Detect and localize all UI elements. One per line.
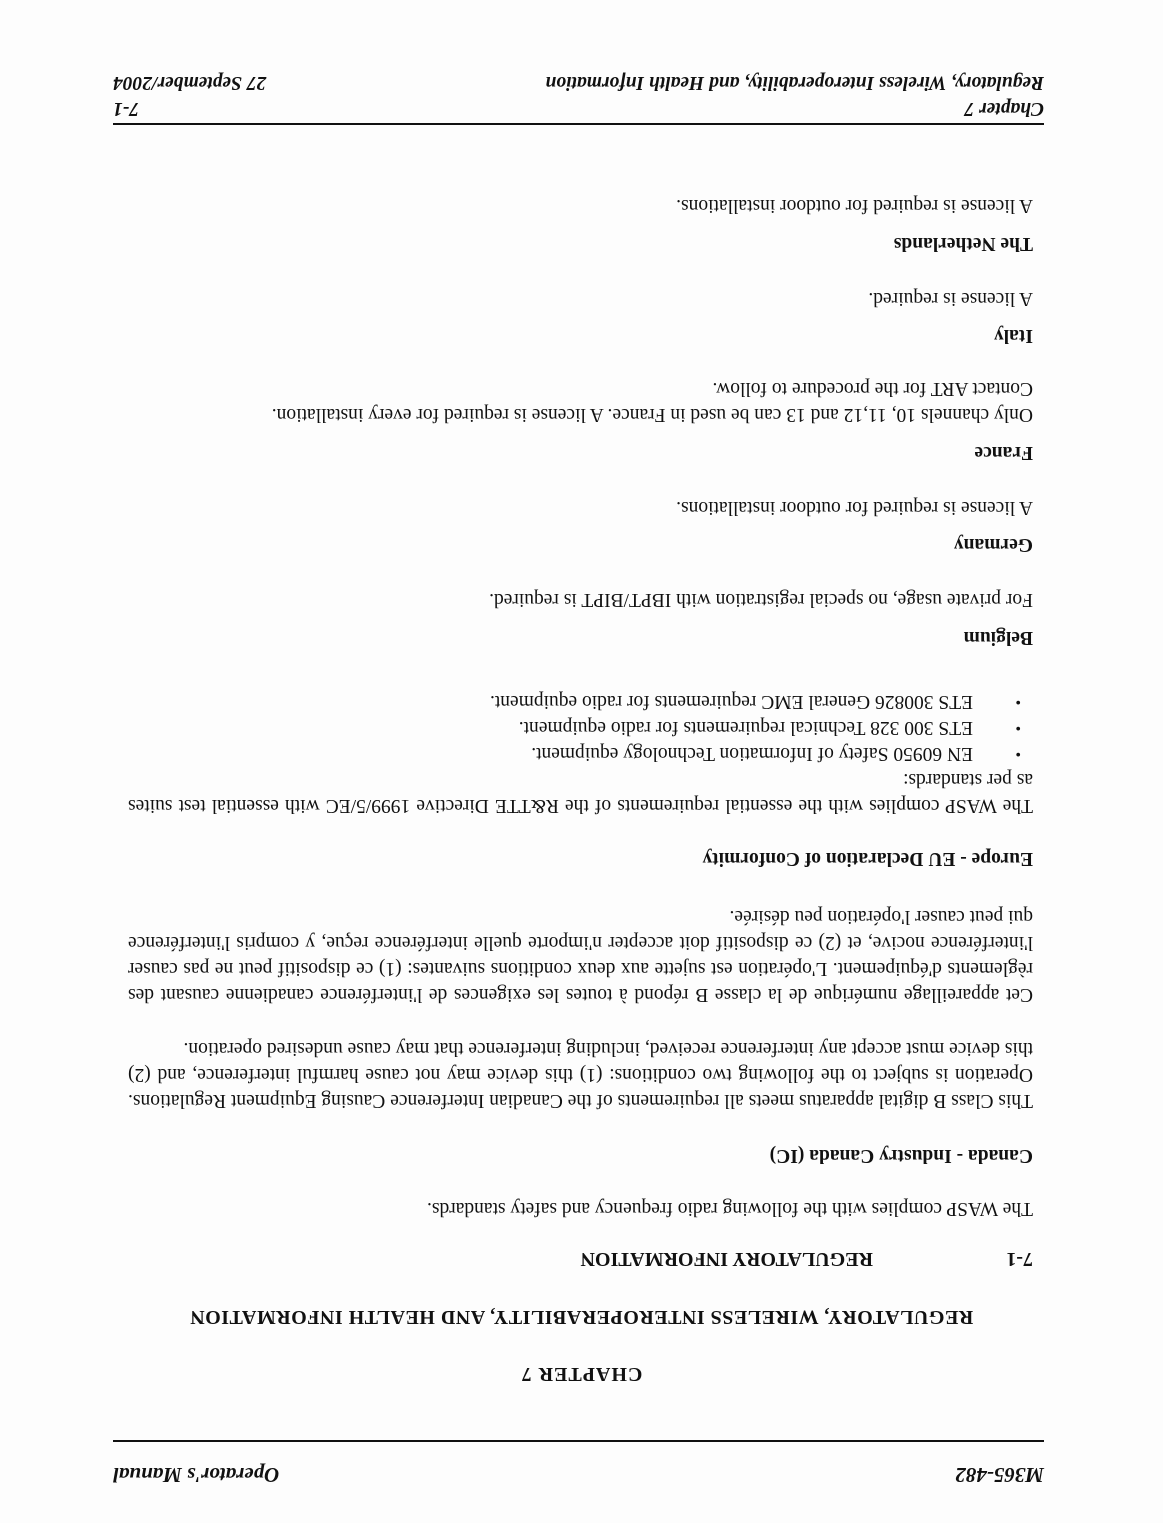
manual-title: Operator's Manual [113,1463,280,1487]
netherlands-text: A license is required for outdoor installations. [676,195,1033,216]
france-heading: France [974,442,1033,463]
section-heading [581,1247,1033,1270]
doc-id: M365-482 [955,1463,1044,1487]
canada-heading: Canada - Industry Canada (IC) [769,1145,1033,1166]
netherlands-heading: The Netherlands [893,233,1033,254]
europe-heading: Europe - EU Declaration of Conformity [702,848,1033,869]
list-item: • ETS 300826 General EMC requirements for radio equipment. [128,688,973,714]
germany-text: A license is required for outdoor installations. [676,497,1033,518]
germany-heading: Germany [953,534,1033,555]
belgium-text: For private usage, no special registration with IBPT/BIPT is required. [489,589,1033,610]
canada-french-text: Cet appareillage numérique de la classe B répond à toutes les exigences de l'interférence canadienne causant des règlements d'équipement. L'opération est sujette aux deux conditions suivantes: (1) ce dispositif peut ne pas causer l'interférence nocive, et (2) ce dispositif doit accepter n'importe quelle interférence reçue, y compris l'interférence qui peut causer l'opération peu désirée. [128,906,1033,1005]
europe-text: The WASP complies with the essential requirements of the R&TTE Directive 1999/5/EC with essential test suites as per standards: [128,769,1033,816]
page-header [113,1440,1044,1503]
footer-chapter: Chapter 7 [964,98,1044,119]
france-text-1: Only channels 10, 11,12 and 13 can be used in France. A license is required for every installation. [271,404,1033,425]
europe-standards-list [128,688,1033,766]
belgium-heading: Belgium [963,627,1033,648]
list-item: • EN 60950 Safety of Information Technology equipment. [128,740,973,766]
section-title: REGULATORY INFORMATION [580,1248,873,1270]
canada-english-text: This Class B digital apparatus meets all requirements of the Canadian Interference Causing Equipment Regulations. Operation is subject to the following two conditions: (1) this device may not cause harmful interference, and (2) this device must accept any interference received, including interference that may cause undesired operation. [128,1038,1033,1111]
list-item: • ETS 300 328 Technical requirements for radio equipment. [128,714,973,740]
italy-text: A license is required. [868,288,1033,309]
chapter-label: CHAPTER 7 [520,1363,643,1385]
chapter-title: REGULATORY, WIRELESS INTEROPERABILITY, AND HEALTH INFORMATION [189,1306,974,1328]
page-footer [113,69,1044,125]
page-number: 7-1 [113,98,139,119]
section-intro: The WASP complies with the following radio frequency and safety standards. [427,1198,1033,1219]
france-text-2: Contact ART for the procedure to follow. [712,378,1033,399]
footer-date: 27 September/2004 [113,72,267,93]
section-number: 7-1 [1006,1248,1033,1270]
footer-title: Regulatory, Wireless Interoperability, and Health Information [545,72,1044,93]
italy-heading: Italy [994,325,1033,346]
